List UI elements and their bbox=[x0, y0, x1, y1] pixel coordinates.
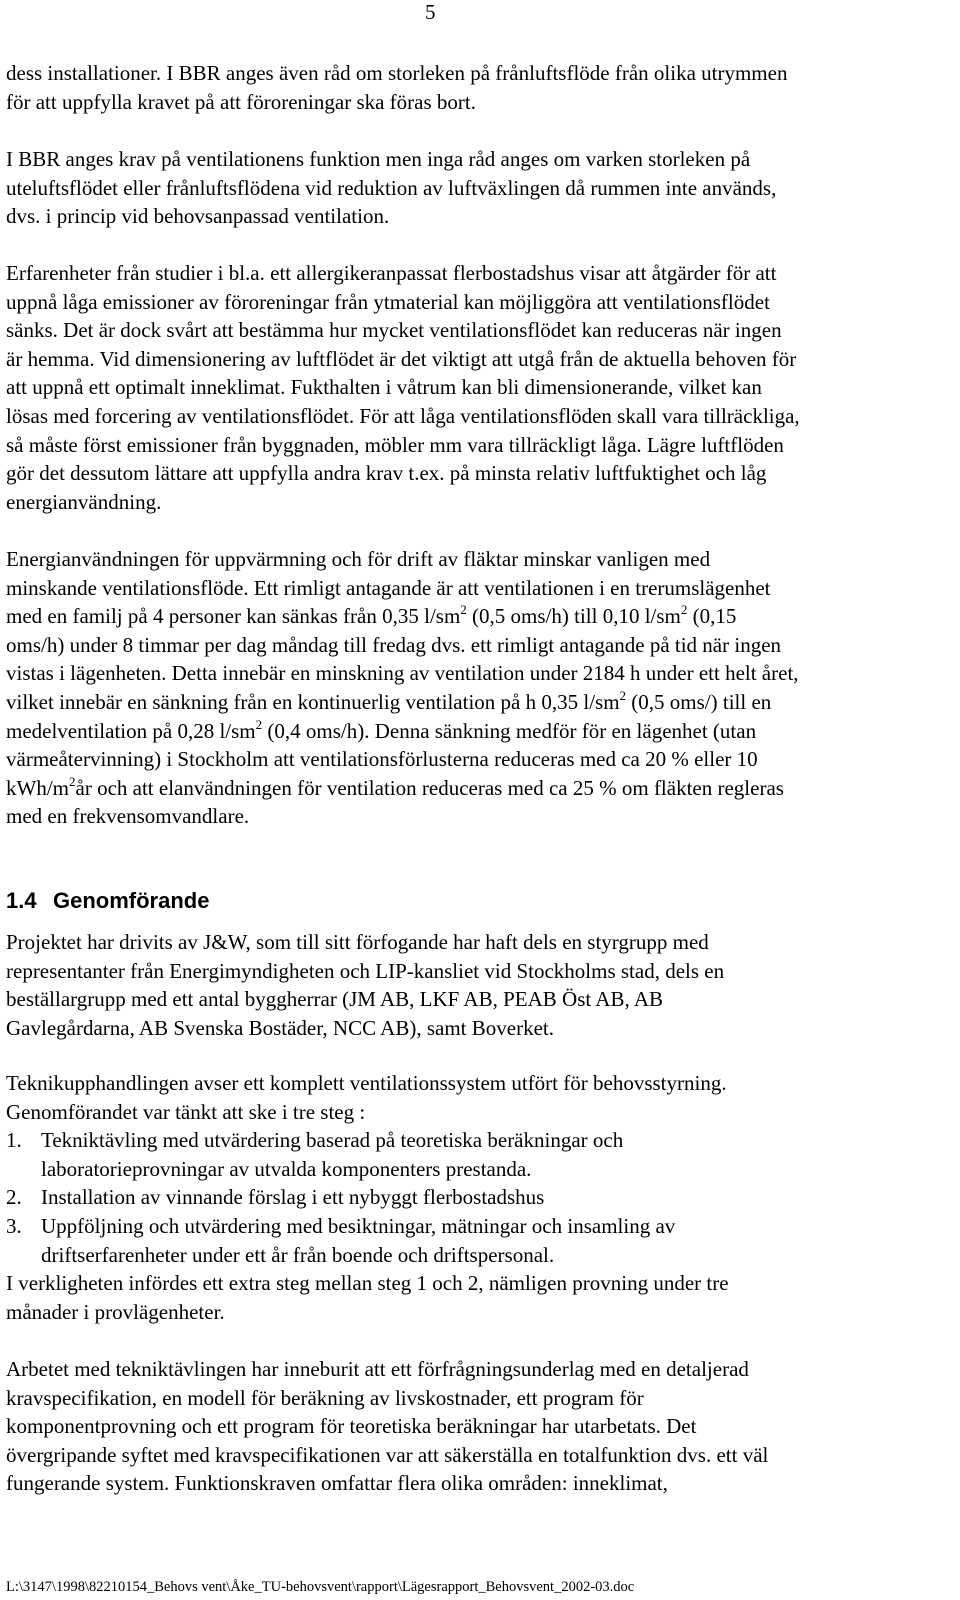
text-line: så måste först emissioner från byggnaden, möbler mm vara tillräckligt låga. Lägre luftflöden bbox=[6, 432, 784, 457]
footer-file-path: L:\3147\1998\82210154_Behovs vent\Åke_TU-behovsvent\rapport\Lägesrapport_Behovsvent_2002-03.doc bbox=[6, 1579, 635, 1595]
superscript: 2 bbox=[680, 602, 688, 618]
text-run: (0,5 oms/) till en bbox=[626, 689, 772, 714]
text-line: värmeåtervinning) i Stockholm att ventilationsförlusterna reduceras med ca 20 % eller 10 bbox=[6, 747, 758, 772]
section-heading bbox=[6, 886, 209, 916]
superscript: 2 bbox=[255, 716, 263, 732]
text-line: att uppnå ett optimalt inneklimat. Fukthalten i våtrum kan bli dimensionerande, vilket kan bbox=[6, 375, 762, 400]
text-line: med en frekvensomvandlare. bbox=[6, 804, 250, 829]
text-line: sänks. Det är dock svårt att bestämma hur mycket ventilationsflödet kan reduceras när ingen bbox=[6, 318, 782, 343]
text-run: med en familj på 4 personer kan sänkas från 0,35 l/sm bbox=[6, 604, 461, 629]
text-run: vilket innebär en sänkning från en kontinuerlig ventilation på h 0,35 l/sm bbox=[6, 689, 620, 714]
text-line: laboratorieprovningar av utvalda komponenters prestanda. bbox=[41, 1156, 532, 1181]
text-line: dvs. i princip vid behovsanpassad ventilation. bbox=[6, 204, 390, 229]
text-run: kWh/m bbox=[6, 775, 69, 800]
text-line bbox=[6, 688, 946, 717]
text-line bbox=[6, 774, 946, 803]
list-marker: 2. bbox=[6, 1185, 22, 1210]
text-line: Gavlegårdarna, AB Svenska Bostäder, NCC AB), samt Boverket. bbox=[6, 1015, 554, 1040]
text-line: uteluftsflödet eller frånluftsflödena vid reduktion av luftväxlingen då rummen inte används, bbox=[6, 175, 777, 200]
text-line: gör det dessutom lättare att uppfylla andra krav t.ex. på minsta relativ luftfuktighet och låg bbox=[6, 461, 767, 486]
superscript: 2 bbox=[460, 602, 467, 618]
text-line: kravspecifikation, en modell för beräkning av livskostnader, ett program för bbox=[6, 1385, 644, 1410]
paragraph-2 bbox=[6, 145, 946, 231]
text-line: driftserfarenheter under ett år från boende och driftspersonal. bbox=[41, 1242, 555, 1267]
text-line: är hemma. Vid dimensionering av luftflödet är det viktigt att utgå från de aktuella behoven för bbox=[6, 346, 797, 371]
text-line bbox=[6, 602, 946, 631]
paragraph-5 bbox=[6, 928, 946, 1042]
text-line: Energianvändningen för uppvärmning och för drift av fläktar minskar vanligen med bbox=[6, 547, 711, 571]
superscript: 2 bbox=[69, 773, 76, 789]
list-item bbox=[6, 1183, 946, 1212]
text-line: Teknikupphandlingen avser ett komplett ventilationssystem utfört för behovsstyrning. bbox=[6, 1071, 727, 1095]
list-item bbox=[6, 1126, 946, 1183]
text-line: I verkligheten infördes ett extra steg mellan steg 1 och 2, nämligen provning under tre bbox=[6, 1271, 729, 1296]
text-line: dess installationer. I BBR anges även råd om storleken på frånluftsflöde från olika utrymmen bbox=[6, 61, 788, 85]
paragraph-6 bbox=[6, 1069, 946, 1326]
paragraph-1 bbox=[6, 59, 946, 116]
text-run: (0,5 oms/h) till 0,10 l/sm bbox=[466, 604, 681, 629]
list-marker: 3. bbox=[6, 1213, 22, 1238]
text-run: (0,4 oms/h). Denna sänkning medför för en lägenhet (utan bbox=[262, 718, 757, 743]
text-line: för att uppfylla kravet på att föroreningar ska föras bort. bbox=[6, 89, 476, 114]
text-line bbox=[6, 717, 946, 746]
text-line: energianvändning. bbox=[6, 489, 162, 514]
text-line: övergripande syftet med kravspecifikationen var att säkerställa en totalfunktion dvs. ett väl bbox=[6, 1442, 769, 1467]
page-number: 5 bbox=[425, 0, 436, 24]
text-line: Installation av vinnande förslag i ett nybyggt flerbostadshus bbox=[41, 1185, 545, 1210]
superscript: 2 bbox=[619, 687, 627, 703]
text-run: år och att elanvändningen för ventilation reduceras med ca 25 % om fläkten regleras bbox=[75, 775, 784, 800]
paragraph-3 bbox=[6, 259, 946, 516]
text-line: komponentprovning och ett program för teoretiska beräkningar har utarbetats. Det bbox=[6, 1414, 697, 1439]
paragraph-8 bbox=[6, 1355, 946, 1498]
text-line: Genomförandet var tänkt att ske i tre steg : bbox=[6, 1099, 366, 1124]
text-run: (0,15 bbox=[687, 604, 737, 629]
text-line: Tekniktävling med utvärdering baserad på teoretiska beräkningar och bbox=[41, 1128, 624, 1153]
paragraph-4 bbox=[6, 545, 946, 831]
text-line: Arbetet med tekniktävlingen har inneburit att ett förfrågningsunderlag med en detaljerad bbox=[6, 1357, 749, 1381]
text-line: månader i provlägenheter. bbox=[6, 1299, 225, 1324]
text-run: medelventilation på 0,28 l/sm bbox=[6, 718, 256, 743]
text-line: minskande ventilationsflöde. Ett rimligt antagande är att ventilationen i en trerumslägenhet bbox=[6, 575, 771, 600]
text-line: I BBR anges krav på ventilationens funktion men inga råd anges om varken storleken på bbox=[6, 147, 751, 171]
text-line: Uppföljning och utvärdering med besiktningar, mätningar och insamling av bbox=[41, 1213, 676, 1238]
text-line: beställargrupp med ett antal byggherrar (JM AB, LKF AB, PEAB Öst AB, AB bbox=[6, 987, 663, 1012]
text-line: uppnå låga emissioner av föroreningar från ytmaterial kan möjliggöra att ventilationsflödet bbox=[6, 289, 770, 314]
text-line: vistas i lägenheten. Detta innebär en minskning av ventilation under 2184 h under ett helt året, bbox=[6, 661, 799, 686]
section-title: Genomförande bbox=[53, 888, 210, 913]
text-line: Erfarenheter från studier i bl.a. ett allergikeranpassat flerbostadshus visar att åtgärder för att bbox=[6, 261, 777, 285]
text-line: fungerande system. Funktionskraven omfattar flera olika områden: inneklimat, bbox=[6, 1471, 668, 1496]
text-line: representanter från Energimyndigheten och LIP-kansliet vid Stockholms stad, dels en bbox=[6, 958, 725, 983]
list-marker: 1. bbox=[6, 1128, 22, 1153]
list-item bbox=[6, 1212, 946, 1269]
text-line: Projektet har drivits av J&W, som till sitt förfogande har haft dels en styrgrupp med bbox=[6, 930, 709, 954]
text-line: lösas med forcering av ventilationsflödet. För att låga ventilationsflöden skall vara tillräckliga, bbox=[6, 403, 800, 428]
section-number: 1.4 bbox=[6, 888, 37, 913]
text-line: oms/h) under 8 timmar per dag måndag till fredag dvs. ett rimligt antagande på tid när ingen bbox=[6, 632, 782, 657]
